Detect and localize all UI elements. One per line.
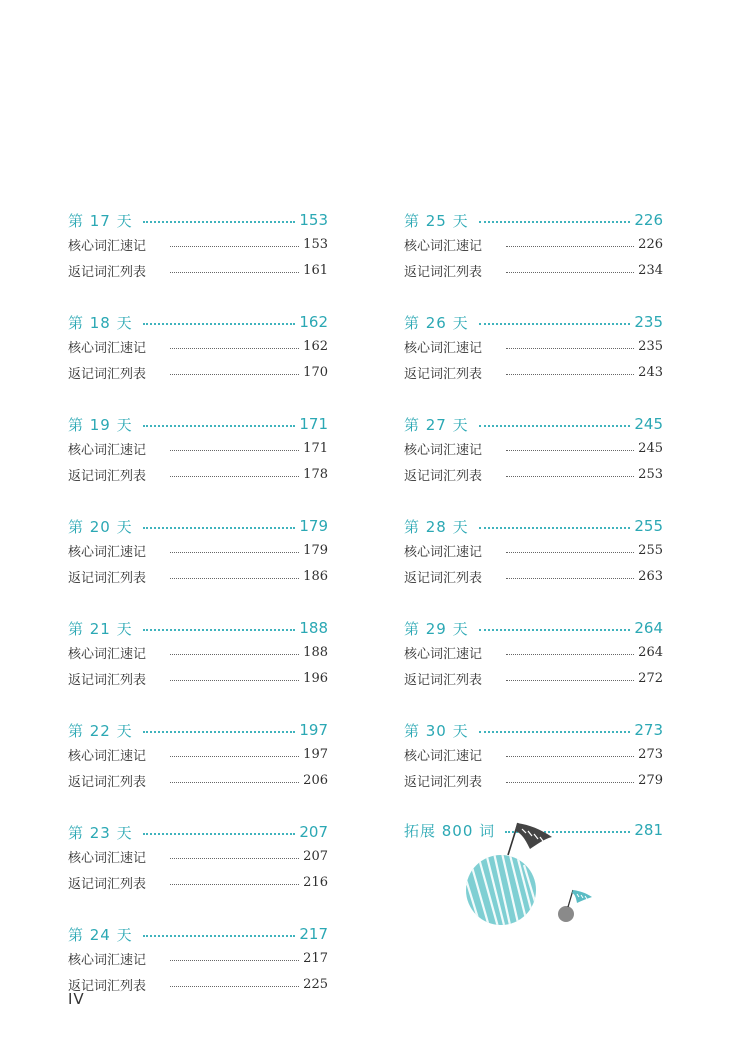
toc-subitem-page-number: 207 bbox=[303, 849, 328, 865]
dot-leader bbox=[170, 756, 299, 757]
toc-section bbox=[404, 514, 663, 589]
toc-day-page-number: 197 bbox=[299, 721, 328, 739]
dot-leader bbox=[143, 731, 296, 733]
toc-subitem-page-number: 170 bbox=[303, 364, 328, 380]
dot-leader bbox=[170, 246, 299, 247]
toc-subitem-label: 返记词汇列表 bbox=[404, 468, 483, 484]
toc-subitem-page-number: 272 bbox=[638, 670, 663, 686]
toc-day-row[interactable] bbox=[68, 514, 328, 538]
toc-section bbox=[68, 514, 328, 589]
dot-leader bbox=[170, 450, 299, 451]
dot-leader bbox=[170, 348, 299, 349]
dot-leader bbox=[170, 884, 299, 885]
toc-subitem-page-number: 226 bbox=[638, 237, 663, 253]
dot-leader bbox=[479, 731, 631, 733]
toc-subitem-page-number: 273 bbox=[638, 747, 663, 763]
toc-subitem-row[interactable] bbox=[404, 334, 663, 360]
toc-day-page-number: 171 bbox=[299, 415, 328, 433]
toc-subitem-row[interactable] bbox=[68, 640, 328, 666]
toc-day-label: 第 27 天 bbox=[404, 415, 469, 434]
toc-subitem-row[interactable] bbox=[68, 538, 328, 564]
toc-subitem-page-number: 153 bbox=[303, 237, 328, 253]
toc-subitem-page-number: 162 bbox=[303, 339, 328, 355]
toc-subitem-row[interactable] bbox=[68, 360, 328, 386]
dot-leader bbox=[479, 221, 631, 223]
toc-day-page-number: 264 bbox=[634, 619, 663, 637]
toc-section bbox=[68, 718, 328, 793]
toc-subitem-label: 核心词汇速记 bbox=[68, 851, 147, 867]
dot-leader bbox=[170, 858, 299, 859]
toc-day-page-number: 188 bbox=[299, 619, 328, 637]
toc-subitem-label: 核心词汇速记 bbox=[404, 239, 483, 255]
toc-subitem-row[interactable] bbox=[68, 742, 328, 768]
toc-day-row[interactable] bbox=[404, 208, 663, 232]
toc-subitem-row[interactable] bbox=[404, 666, 663, 692]
toc-subitem-label: 返记词汇列表 bbox=[404, 672, 483, 688]
toc-day-page-number: 255 bbox=[634, 517, 663, 535]
toc-subitem-row[interactable] bbox=[404, 462, 663, 488]
dot-leader bbox=[479, 323, 631, 325]
dot-leader bbox=[143, 833, 296, 835]
toc-column-right bbox=[404, 208, 663, 842]
toc-day-row[interactable] bbox=[68, 922, 328, 946]
dot-leader bbox=[506, 654, 634, 655]
dot-leader bbox=[170, 986, 299, 987]
toc-subitem-label: 核心词汇速记 bbox=[68, 341, 147, 357]
dot-leader bbox=[170, 578, 299, 579]
dot-leader bbox=[170, 960, 299, 961]
dot-leader bbox=[506, 374, 634, 375]
toc-subitem-row[interactable] bbox=[68, 870, 328, 896]
toc-day-label: 第 30 天 bbox=[404, 721, 469, 740]
dot-leader bbox=[170, 476, 299, 477]
toc-day-page-number: 207 bbox=[299, 823, 328, 841]
toc-subitem-label: 核心词汇速记 bbox=[68, 953, 147, 969]
toc-subitem-row[interactable] bbox=[404, 742, 663, 768]
toc-section bbox=[68, 922, 328, 997]
toc-subitem-label: 返记词汇列表 bbox=[404, 264, 483, 280]
toc-day-label: 第 17 天 bbox=[68, 211, 133, 230]
toc-day-page-number: 179 bbox=[299, 517, 328, 535]
toc-subitem-label: 核心词汇速记 bbox=[68, 443, 147, 459]
toc-subitem-row[interactable] bbox=[404, 232, 663, 258]
toc-day-label: 第 21 天 bbox=[68, 619, 133, 638]
toc-subitem-row[interactable] bbox=[68, 972, 328, 998]
toc-day-row[interactable] bbox=[68, 616, 328, 640]
toc-subitem-label: 核心词汇速记 bbox=[404, 341, 483, 357]
toc-section bbox=[404, 616, 663, 691]
dot-leader bbox=[506, 348, 634, 349]
dot-leader bbox=[506, 756, 634, 757]
dot-leader bbox=[143, 629, 296, 631]
toc-section bbox=[404, 310, 663, 385]
toc-subitem-row[interactable] bbox=[68, 258, 328, 284]
toc-subitem-row[interactable] bbox=[68, 666, 328, 692]
toc-subitem-row[interactable] bbox=[68, 334, 328, 360]
toc-subitem-label: 核心词汇速记 bbox=[404, 749, 483, 765]
toc-day-page-number: 235 bbox=[634, 313, 663, 331]
toc-day-label: 第 23 天 bbox=[68, 823, 133, 842]
toc-section bbox=[68, 412, 328, 487]
toc-section bbox=[404, 412, 663, 487]
toc-subitem-page-number: 234 bbox=[638, 262, 663, 278]
toc-section bbox=[404, 718, 663, 793]
toc-subitem-row[interactable] bbox=[68, 564, 328, 590]
toc-day-page-number: 217 bbox=[299, 925, 328, 943]
toc-section bbox=[68, 310, 328, 385]
toc-day-page-number: 245 bbox=[634, 415, 663, 433]
dot-leader bbox=[143, 323, 296, 325]
toc-subitem-label: 核心词汇速记 bbox=[404, 443, 483, 459]
toc-day-label: 第 18 天 bbox=[68, 313, 133, 332]
toc-subitem-row[interactable] bbox=[404, 640, 663, 666]
dot-leader bbox=[506, 246, 634, 247]
dot-leader bbox=[143, 221, 296, 223]
toc-subitem-page-number: 178 bbox=[303, 466, 328, 482]
toc-day-row[interactable] bbox=[68, 718, 328, 742]
dot-leader bbox=[479, 629, 631, 631]
dot-leader bbox=[506, 578, 634, 579]
dot-leader bbox=[506, 552, 634, 553]
toc-subitem-page-number: 197 bbox=[303, 747, 328, 763]
toc-subitem-page-number: 264 bbox=[638, 645, 663, 661]
toc-subitem-row[interactable] bbox=[68, 232, 328, 258]
toc-day-row[interactable] bbox=[404, 310, 663, 334]
page-folio: IV bbox=[68, 990, 85, 1008]
toc-subitem-page-number: 206 bbox=[303, 772, 328, 788]
toc-subitem-label: 返记词汇列表 bbox=[68, 570, 147, 586]
dot-leader bbox=[143, 527, 296, 529]
toc-subitem-page-number: 245 bbox=[638, 441, 663, 457]
toc-subitem-row[interactable] bbox=[68, 844, 328, 870]
toc-day-label: 第 19 天 bbox=[68, 415, 133, 434]
toc-subitem-label: 返记词汇列表 bbox=[404, 774, 483, 790]
toc-subitem-row[interactable] bbox=[68, 462, 328, 488]
dot-leader bbox=[143, 425, 296, 427]
toc-day-page-number: 153 bbox=[299, 211, 328, 229]
toc-subitem-row[interactable] bbox=[404, 258, 663, 284]
toc-day-page-number: 226 bbox=[634, 211, 663, 229]
toc-day-row[interactable] bbox=[68, 310, 328, 334]
toc-day-row[interactable] bbox=[404, 616, 663, 640]
toc-subitem-label: 核心词汇速记 bbox=[404, 545, 483, 561]
toc-subitem-page-number: 243 bbox=[638, 364, 663, 380]
toc-subitem-page-number: 188 bbox=[303, 645, 328, 661]
toc-subitem-label: 返记词汇列表 bbox=[68, 978, 147, 994]
dot-leader bbox=[170, 272, 299, 273]
dot-leader bbox=[479, 425, 631, 427]
toc-subitem-label: 核心词汇速记 bbox=[68, 545, 147, 561]
dot-leader bbox=[506, 782, 634, 783]
toc-day-label: 第 22 天 bbox=[68, 721, 133, 740]
dot-leader bbox=[506, 476, 634, 477]
toc-subitem-label: 核心词汇速记 bbox=[68, 749, 147, 765]
toc-subitem-page-number: 179 bbox=[303, 543, 328, 559]
toc-day-row[interactable] bbox=[68, 820, 328, 844]
toc-subitem-page-number: 255 bbox=[638, 543, 663, 559]
dot-leader bbox=[170, 552, 299, 553]
dot-leader bbox=[479, 527, 631, 529]
dot-leader bbox=[170, 782, 299, 783]
toc-subitem-page-number: 253 bbox=[638, 466, 663, 482]
toc-subitem-label: 返记词汇列表 bbox=[68, 468, 147, 484]
toc-subitem-row[interactable] bbox=[404, 436, 663, 462]
toc-column-left bbox=[68, 208, 328, 1024]
toc-subitem-label: 核心词汇速记 bbox=[68, 239, 147, 255]
toc-day-label: 第 20 天 bbox=[68, 517, 133, 536]
toc-subitem-row[interactable] bbox=[68, 946, 328, 972]
toc-day-label: 第 25 天 bbox=[404, 211, 469, 230]
toc-extra-label: 拓展 800 词 bbox=[404, 821, 496, 840]
toc-subitem-label: 返记词汇列表 bbox=[68, 774, 147, 790]
toc-subitem-label: 返记词汇列表 bbox=[68, 264, 147, 280]
toc-day-label: 第 28 天 bbox=[404, 517, 469, 536]
toc-section bbox=[404, 208, 663, 283]
dot-leader bbox=[506, 680, 634, 681]
dot-leader bbox=[170, 654, 299, 655]
toc-subitem-page-number: 263 bbox=[638, 568, 663, 584]
toc-day-label: 第 29 天 bbox=[404, 619, 469, 638]
toc-subitem-label: 核心词汇速记 bbox=[404, 647, 483, 663]
toc-subitem-label: 返记词汇列表 bbox=[68, 876, 147, 892]
toc-day-row[interactable] bbox=[404, 514, 663, 538]
toc-subitem-page-number: 161 bbox=[303, 262, 328, 278]
toc-day-label: 第 24 天 bbox=[68, 925, 133, 944]
dot-leader bbox=[143, 935, 296, 937]
toc-day-label: 第 26 天 bbox=[404, 313, 469, 332]
toc-subitem-row[interactable] bbox=[68, 436, 328, 462]
toc-day-row[interactable] bbox=[404, 718, 663, 742]
toc-day-row[interactable] bbox=[404, 412, 663, 436]
dot-leader bbox=[170, 374, 299, 375]
toc-subitem-label: 返记词汇列表 bbox=[404, 366, 483, 382]
toc-subitem-page-number: 279 bbox=[638, 772, 663, 788]
toc-subitem-row[interactable] bbox=[404, 360, 663, 386]
toc-day-row[interactable] bbox=[68, 208, 328, 232]
toc-subitem-page-number: 225 bbox=[303, 976, 328, 992]
toc-section bbox=[68, 616, 328, 691]
dot-leader bbox=[506, 450, 634, 451]
toc-subitem-label: 返记词汇列表 bbox=[68, 672, 147, 688]
toc-subitem-label: 核心词汇速记 bbox=[68, 647, 147, 663]
toc-subitem-page-number: 171 bbox=[303, 441, 328, 457]
toc-section bbox=[68, 820, 328, 895]
toc-subitem-row[interactable] bbox=[68, 768, 328, 794]
dot-leader bbox=[170, 680, 299, 681]
toc-subitem-page-number: 235 bbox=[638, 339, 663, 355]
toc-subitem-page-number: 196 bbox=[303, 670, 328, 686]
toc-subitem-row[interactable] bbox=[404, 768, 663, 794]
globe-with-flags-icon bbox=[460, 815, 610, 930]
toc-day-row[interactable] bbox=[68, 412, 328, 436]
toc-section bbox=[68, 208, 328, 283]
toc-subitem-page-number: 216 bbox=[303, 874, 328, 890]
toc-extra-page-number: 281 bbox=[634, 821, 663, 839]
toc-subitem-label: 返记词汇列表 bbox=[404, 570, 483, 586]
toc-subitem-row[interactable] bbox=[404, 538, 663, 564]
toc-subitem-page-number: 186 bbox=[303, 568, 328, 584]
toc-subitem-page-number: 217 bbox=[303, 951, 328, 967]
dot-leader bbox=[506, 272, 634, 273]
toc-subitem-row[interactable] bbox=[404, 564, 663, 590]
toc-subitem-label: 返记词汇列表 bbox=[68, 366, 147, 382]
toc-day-page-number: 273 bbox=[634, 721, 663, 739]
toc-day-page-number: 162 bbox=[299, 313, 328, 331]
